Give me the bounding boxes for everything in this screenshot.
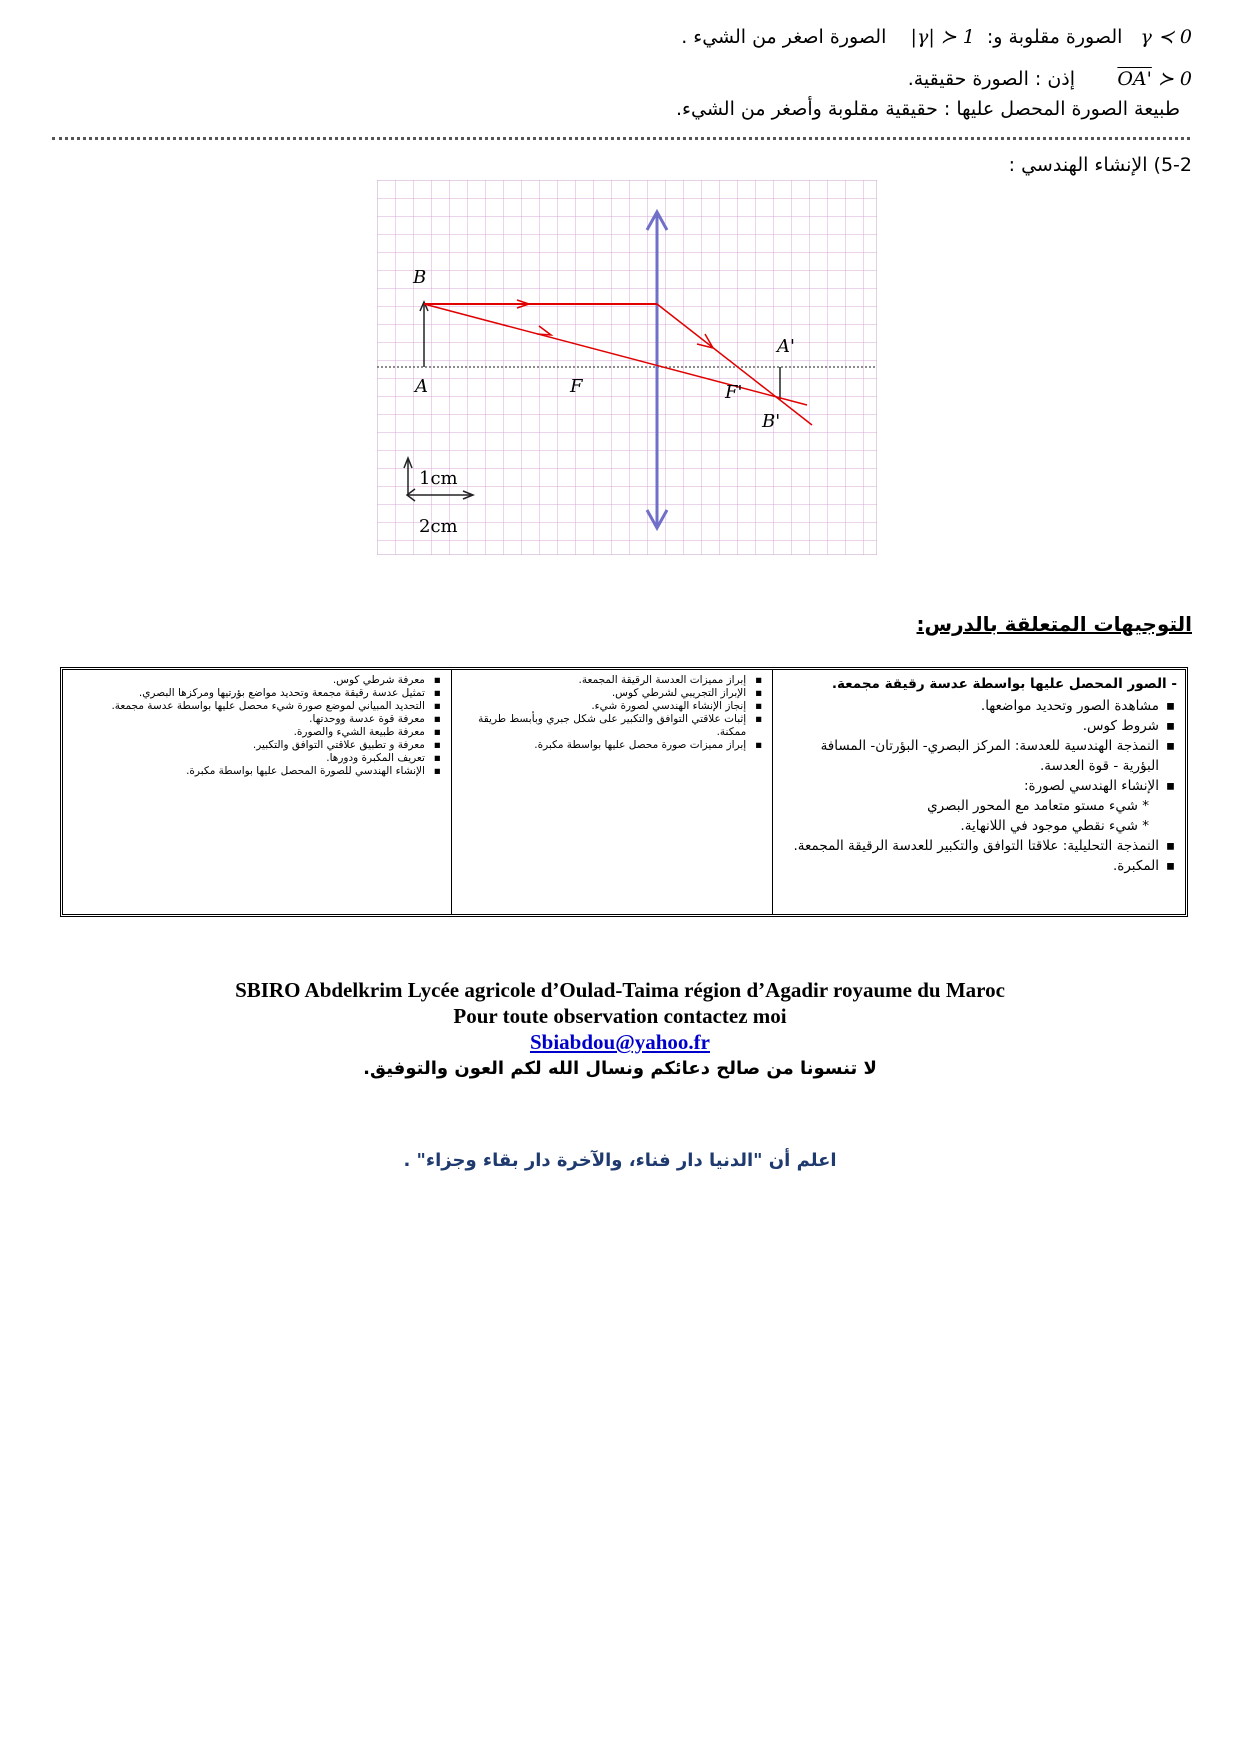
section-label: 5-2) الإنشاء الهندسي :: [1008, 154, 1192, 176]
oa-conclusion-line: [908, 68, 1192, 90]
list-item: ▪ إبراز مميزات صورة محصل عليها بواسطة مكبرة.: [460, 739, 746, 752]
oa-expression: [1111, 68, 1192, 90]
column-competencies: [63, 670, 451, 914]
list-item: ▪ إبراز مميزات العدسة الرقيقة المجمعة.: [460, 674, 746, 687]
column-objectives: [451, 670, 772, 914]
email-link[interactable]: Sbiabdou@yahoo.fr: [529, 1030, 710, 1054]
label-f-prime: F': [725, 382, 743, 403]
sub-item: * شيء نقطي موجود في اللانهاية.: [960, 818, 1149, 834]
image-smaller-text: الصورة اصغر من الشيء .: [681, 26, 887, 48]
objectives-list: [460, 674, 764, 752]
list-item: ▪ إنجاز الإنشاء الهندسي لصورة شيء.: [460, 700, 746, 713]
list-item: ▪ معرفة طبيعة الشيء والصورة.: [71, 726, 425, 739]
contact-line: Pour toute observation contactez moi: [453, 1004, 787, 1028]
label-b: B: [413, 267, 427, 288]
list-item: ▪ تمثيل عدسة رقيقة مجمعة وتحديد مواضع بؤرتيها ومركزها البصري.: [71, 687, 425, 700]
gamma-conclusion-line: [681, 26, 1192, 48]
list-item: ▪ المكبرة.: [781, 856, 1159, 876]
list-item: ▪ الإنشاء الهندسي للصورة المحصل عليها بواسطة مكبرة.: [71, 765, 425, 778]
list-item: ▪ تعريف المكبرة ودورها.: [71, 752, 425, 765]
list-item: ▪ النمذجة الهندسية للعدسة: المركز البصري- البؤرتان- المسافة البؤرية - قوة العدسة.: [781, 736, 1159, 776]
list-item: ▪ النمذجة التحليلية: علاقتا التوافق والتكبير للعدسة الرقيقة المجمعة.: [781, 836, 1159, 856]
list-item: ▪ مشاهدة الصور وتحديد مواضعها.: [781, 696, 1159, 716]
gamma-abs-condition: 1 ≺ |γ|: [910, 26, 975, 48]
email-row: [0, 1030, 1240, 1055]
oa-positive: ≻ 0: [1157, 68, 1192, 90]
content-title: - الصور المحصل عليها بواسطة عدسة رقيقة مجمعة.: [831, 676, 1177, 692]
guidelines-table: [60, 667, 1188, 917]
label-a-prime: A': [777, 336, 795, 357]
oa-prime: OA': [1117, 68, 1152, 90]
list-item: ▪ التحديد المبياني لموضع صورة شيء محصل عليها بواسطة عدسة مجمعة.: [71, 700, 425, 713]
prayer-line: لا تنسونا من صالح دعائكم ونسال الله لكم العون والتوفيق.: [363, 1058, 877, 1079]
gamma-negative: γ ≺ 0: [1140, 26, 1192, 48]
competencies-list: [71, 674, 443, 778]
list-item: ▪ شروط كوس.: [781, 716, 1159, 736]
dotted-separator: [52, 133, 1190, 140]
list-item: ▪ معرفة شرطي كوس.: [71, 674, 425, 687]
content-list-after: [781, 836, 1177, 876]
image-inverted-text: الصورة مقلوبة و:: [986, 26, 1123, 48]
scale-label-1cm: 1cm: [419, 468, 458, 489]
list-item: ▪ معرفة و تطبيق علاقتي التوافق والتكبير.: [71, 739, 425, 752]
author-line: SBIRO Abdelkrim Lycée agricole d’Oulad-Taima région d’Agadir royaume du Maroc: [235, 978, 1005, 1002]
label-a: A: [415, 376, 428, 397]
scale-label-2cm: 2cm: [419, 516, 458, 537]
guidelines-heading: التوجيهات المتعلقة بالدرس:: [916, 612, 1192, 636]
quote-line: اعلم أن "الدنيا دار فناء، والآخرة دار بقاء وجزاء" .: [403, 1150, 837, 1171]
content-list: [781, 696, 1177, 796]
image-real-text: إذن : الصورة حقيقية.: [907, 68, 1076, 90]
image-nature-line: طبيعة الصورة المحصل عليها : حقيقية مقلوبة وأصغر من الشيء.: [676, 98, 1180, 120]
label-b-prime: B': [762, 411, 781, 432]
label-f: F: [570, 376, 583, 397]
list-item: ▪ الإبراز التجريبي لشرطي كوس.: [460, 687, 746, 700]
sub-item: * شيء مستو متعامد مع المحور البصري: [927, 798, 1149, 814]
list-item: ▪ معرفة قوة عدسة ووحدتها.: [71, 713, 425, 726]
column-content: [772, 670, 1185, 914]
list-item: ▪ إثبات علاقتي التوافق والتكبير على شكل جبري وبأبسط طريقة ممكنة.: [460, 713, 746, 739]
list-item: ▪ الإنشاء الهندسي لصورة:: [781, 776, 1159, 796]
lens-construction-diagram: [377, 180, 877, 555]
